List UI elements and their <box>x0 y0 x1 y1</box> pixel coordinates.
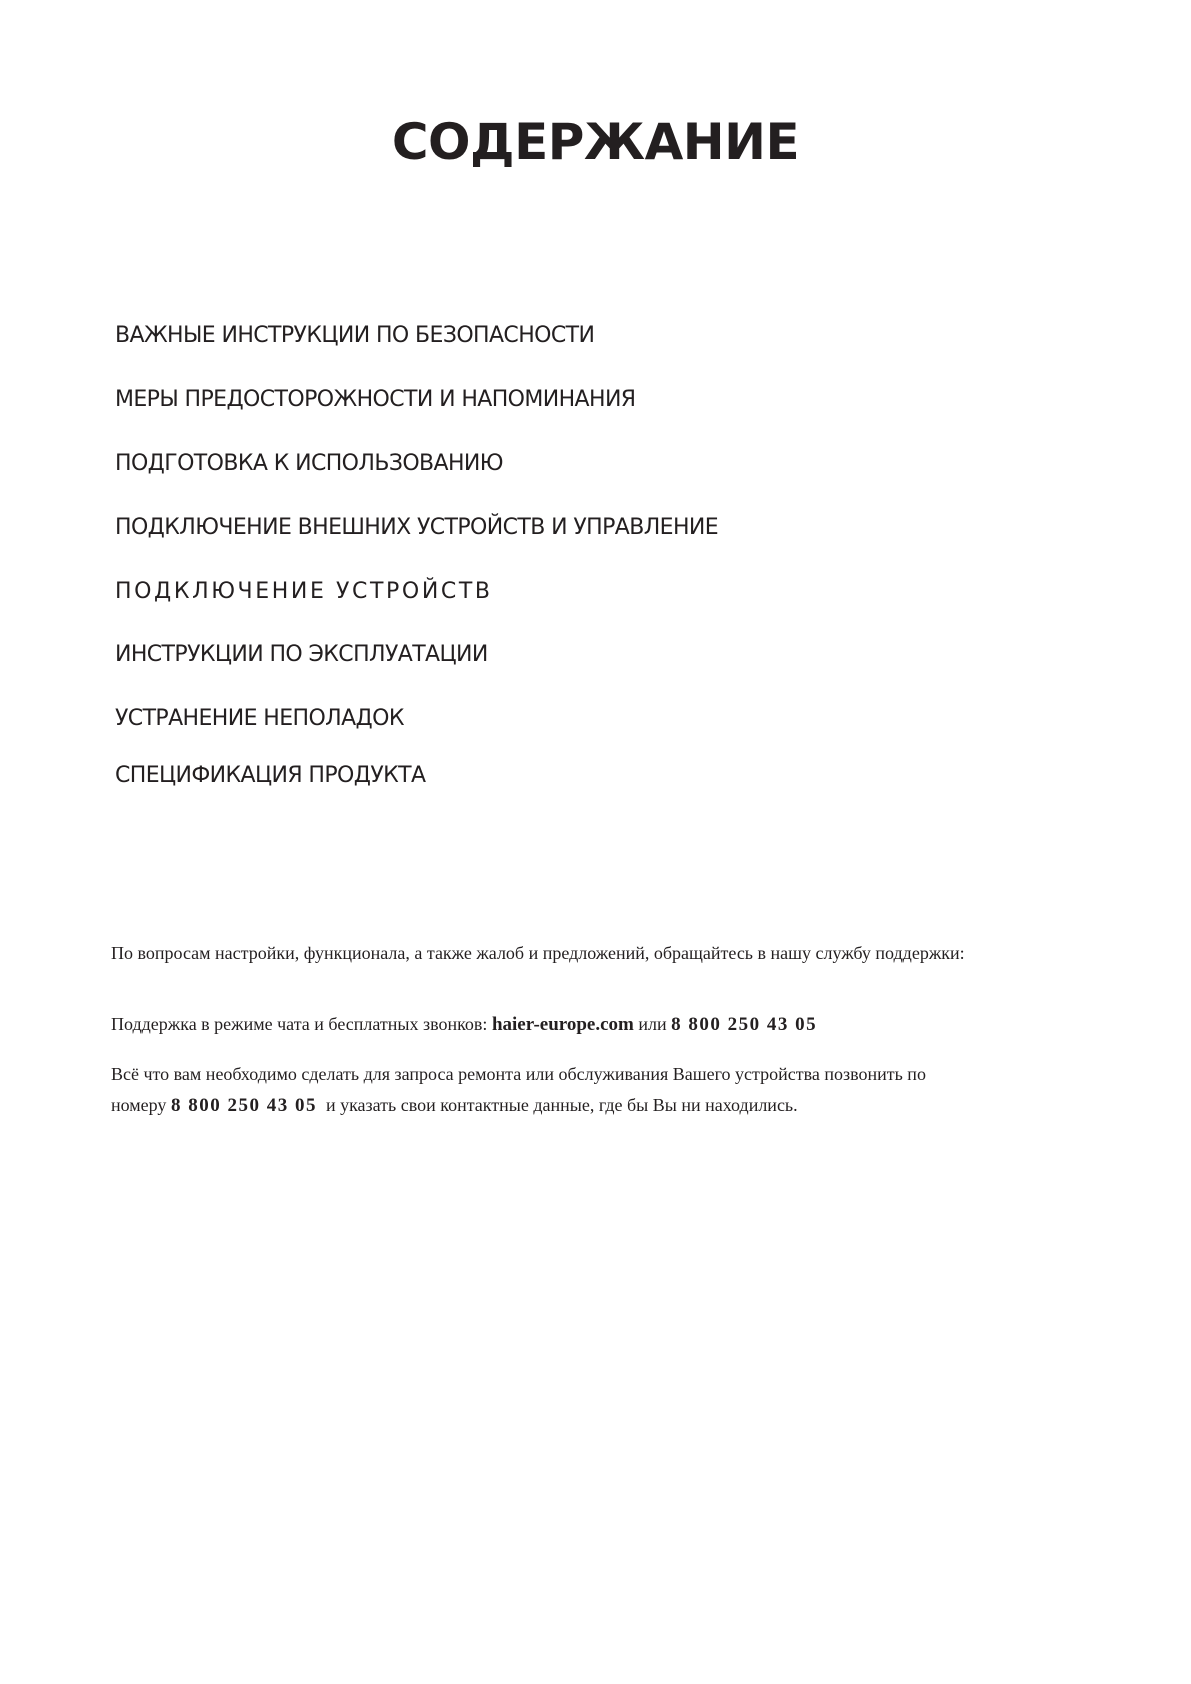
toc-item-external-devices[interactable]: ПОДКЛЮЧЕНИЕ ВНЕШНИХ УСТРОЙСТВ И УПРАВЛЕНИЕ <box>115 515 719 540</box>
toc-item-specification[interactable]: СПЕЦИФИКАЦИЯ ПРОДУКТА <box>115 763 426 788</box>
repair-prefix: номеру <box>111 1095 171 1115</box>
support-website-link[interactable]: haier-europe.com <box>491 1014 634 1035</box>
toc-item-device-connection[interactable]: ПОДКЛЮЧЕНИЕ УСТРОЙСТВ <box>115 579 493 604</box>
repair-suffix: и указать свои контактные данные, где бы Вы ни находились. <box>316 1095 798 1115</box>
support-or-text: или <box>633 1014 672 1034</box>
page-title: СОДЕРЖАНИЕ <box>391 113 800 171</box>
support-chat-line <box>111 1009 1111 1040</box>
support-chat-prefix: Поддержка в режиме чата и бесплатных звонков: <box>111 1014 492 1034</box>
toc-item-safety[interactable]: ВАЖНЫЕ ИНСТРУКЦИИ ПО БЕЗОПАСНОСТИ <box>115 323 595 348</box>
support-phone: 8 800 250 43 05 <box>671 1014 818 1035</box>
toc-item-precautions[interactable]: МЕРЫ ПРЕДОСТОРОЖНОСТИ И НАПОМИНАНИЯ <box>115 387 636 412</box>
toc-item-preparation[interactable]: ПОДГОТОВКА К ИСПОЛЬЗОВАНИЮ <box>115 451 503 476</box>
toc-item-operation[interactable]: ИНСТРУКЦИИ ПО ЭКСПЛУАТАЦИИ <box>115 642 488 667</box>
repair-line-1: Всё что вам необходимо сделать для запроса ремонта или обслуживания Вашего устройства позвонить по <box>111 1064 926 1084</box>
repair-line-2 <box>111 1090 1111 1121</box>
repair-phone: 8 800 250 43 05 <box>170 1095 317 1116</box>
support-intro: По вопросам настройки, функционала, а также жалоб и предложений, обращайтесь в нашу службу поддержки: <box>111 943 965 963</box>
toc-item-troubleshooting[interactable]: УСТРАНЕНИЕ НЕПОЛАДОК <box>115 706 404 731</box>
